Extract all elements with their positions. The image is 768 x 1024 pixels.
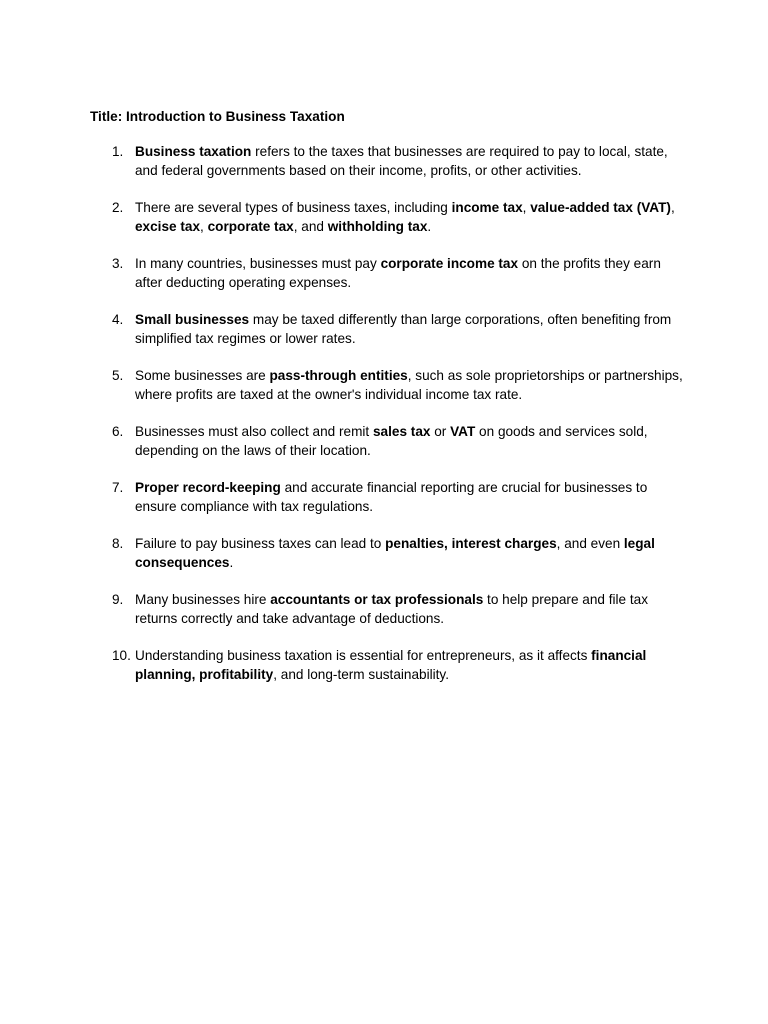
list-item-number: 4.	[112, 312, 124, 327]
text-run: may be taxed differently than large corporations, often benefiting from simplified tax regimes or lower rates.	[135, 312, 672, 346]
bold-term: withholding tax	[327, 219, 428, 234]
text-run: Businesses must also collect and remit	[135, 424, 373, 439]
list-item-text	[135, 648, 646, 682]
list-item	[90, 366, 690, 404]
text-run: Failure to pay business taxes can lead to	[135, 536, 386, 551]
text-run: ,	[522, 200, 531, 215]
text-run: Some businesses are	[135, 368, 270, 383]
bold-term: Business taxation	[135, 144, 252, 159]
list-item-text	[135, 424, 648, 458]
bold-term: corporate income tax	[380, 256, 519, 271]
text-run: Many businesses hire	[135, 592, 271, 607]
list-item	[90, 198, 690, 236]
list-item-number: 3.	[112, 256, 124, 271]
bold-term: accountants or tax professionals	[270, 592, 484, 607]
list-item-text	[135, 256, 661, 290]
list-item	[90, 534, 690, 572]
list-item-text	[135, 592, 648, 626]
text-run: or	[430, 424, 451, 439]
list-item-number: 9.	[112, 592, 124, 607]
text-run: , and even	[556, 536, 624, 551]
bold-term: sales tax	[373, 424, 431, 439]
text-run: , and long-term sustainability.	[273, 667, 449, 682]
text-run: There are several types of business taxes, including	[135, 200, 452, 215]
list-item-number: 8.	[112, 536, 124, 551]
bold-term: corporate tax	[207, 219, 294, 234]
list-item-number: 7.	[112, 480, 124, 495]
bold-term: Proper record-keeping	[135, 480, 281, 495]
list-item	[90, 478, 690, 516]
list-item-number: 1.	[112, 144, 124, 159]
bold-term: pass-through entities	[269, 368, 408, 383]
list-item-text	[135, 200, 675, 234]
text-run: on the profits they earn after deducting operating expenses.	[135, 256, 661, 290]
list-item-number: 6.	[112, 424, 124, 439]
text-run: to help prepare and file tax returns correctly and take advantage of deductions.	[135, 592, 649, 626]
text-run: Understanding business taxation is essential for entrepreneurs, as it affects	[135, 648, 592, 663]
text-run: ,	[670, 200, 675, 215]
list-item	[90, 142, 690, 180]
list-item	[90, 590, 690, 628]
list-item-number: 10.	[112, 648, 131, 663]
numbered-list	[90, 142, 690, 702]
bold-term: value-added tax (VAT)	[530, 200, 671, 215]
list-item	[90, 646, 690, 684]
text-run: , such as sole proprietorships or partnerships, where profits are taxed at the owner's individual income tax rate.	[135, 368, 683, 402]
list-item-text	[135, 480, 647, 514]
list-item-number: 5.	[112, 368, 124, 383]
bold-term: penalties, interest charges	[385, 536, 557, 551]
list-item-text	[135, 536, 655, 570]
list-item-number: 2.	[112, 200, 124, 215]
list-item-text	[135, 144, 668, 178]
list-item	[90, 422, 690, 460]
text-run: .	[427, 219, 432, 234]
bold-term: Small businesses	[135, 312, 250, 327]
text-run: on goods and services sold, depending on the laws of their location.	[135, 424, 648, 458]
bold-term: income tax	[451, 200, 523, 215]
bold-term: legal consequences	[135, 536, 655, 570]
list-item	[90, 310, 690, 348]
list-item-text	[135, 368, 683, 402]
text-run: .	[229, 555, 234, 570]
text-run: refers to the taxes that businesses are required to pay to local, state, and federal governments based on their income, profits, or other activities.	[135, 144, 668, 178]
text-run: In many countries, businesses must pay	[135, 256, 381, 271]
bold-term: VAT	[450, 424, 476, 439]
text-run: and accurate financial reporting are crucial for businesses to ensure compliance with tax regulations.	[135, 480, 648, 514]
bold-term: financial planning, profitability	[135, 648, 647, 682]
document-title: Title: Introduction to Business Taxation	[90, 109, 345, 124]
bold-term: excise tax	[135, 219, 201, 234]
text-run: ,	[200, 219, 208, 234]
list-item-text	[135, 312, 671, 346]
list-item	[90, 254, 690, 292]
text-run: , and	[293, 219, 328, 234]
